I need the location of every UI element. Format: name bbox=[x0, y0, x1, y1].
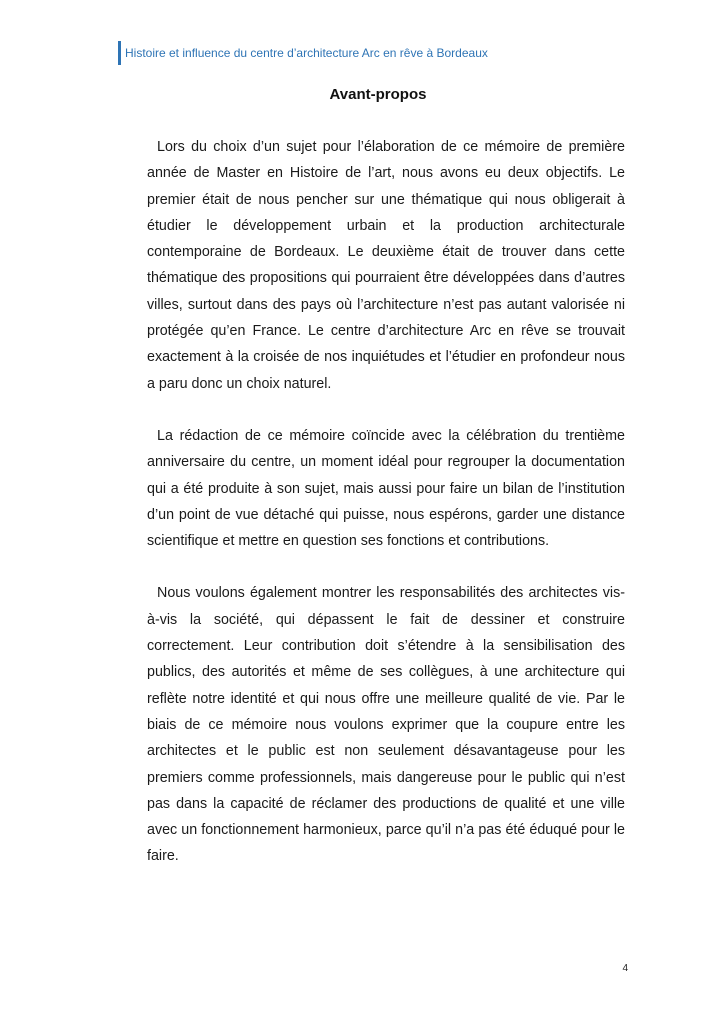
page-number: 4 bbox=[622, 963, 628, 974]
header-accent-bar bbox=[118, 41, 121, 65]
paragraph-1: Lors du choix d’un sujet pour l’élaboration de ce mémoire de première année de Master en Histoire de l’art, nous avons eu deux objectifs. Le premier était de nous pencher sur une thématique qui nous obligerait à étudier le développement urbain et la production architecturale contemporaine de Bordeaux. Le deuxième était de trouver dans cette thématique des propositions qui pourraient être développées dans d’autres villes, surtout dans des pays où l’architecture n’est pas autant valorisée ni protégée qu’en France. Le centre d’architecture Arc en rêve se trouvait exactement à la croisée de nos inquiétudes et l’étudier en profondeur nous a paru donc un choix naturel. bbox=[147, 139, 625, 392]
header-text: Histoire et influence du centre d’architecture Arc en rêve à Bordeaux bbox=[125, 46, 488, 60]
running-header bbox=[118, 41, 488, 65]
paragraph-3: Nous voulons également montrer les responsabilités des architectes vis-à-vis la société, qui dépassent le fait de dessiner et construire correctement. Leur contribution doit s’étendre à la sensibilisation des publics, des autorités et même de ses collègues, à une architecture qui reflète notre identité et qui nous offre une meilleure qualité de vie. Par le biais de ce mémoire nous voulons exprimer que la coupure entre les architectes et le public est non seulement désavantageuse pour les premiers comme professionnels, mais dangereuse pour le public qui n’est pas dans la capacité de réclamer des productions de qualité et une ville avec un fonctionnement harmonieux, parce qu’il n’a pas été éduqué pour le faire. bbox=[147, 585, 625, 865]
body-text bbox=[147, 134, 625, 870]
page-title: Avant-propos bbox=[329, 86, 427, 103]
paragraph-2: La rédaction de ce mémoire coïncide avec la célébration du trentième anniversaire du centre, un moment idéal pour regrouper la documentation qui a été produite à son sujet, mais aussi pour faire un bilan de l’institution d’un point de vue détaché qui puisse, nous espérons, garder une distance scientifique et mettre en question ses fonctions et contributions. bbox=[147, 427, 625, 550]
